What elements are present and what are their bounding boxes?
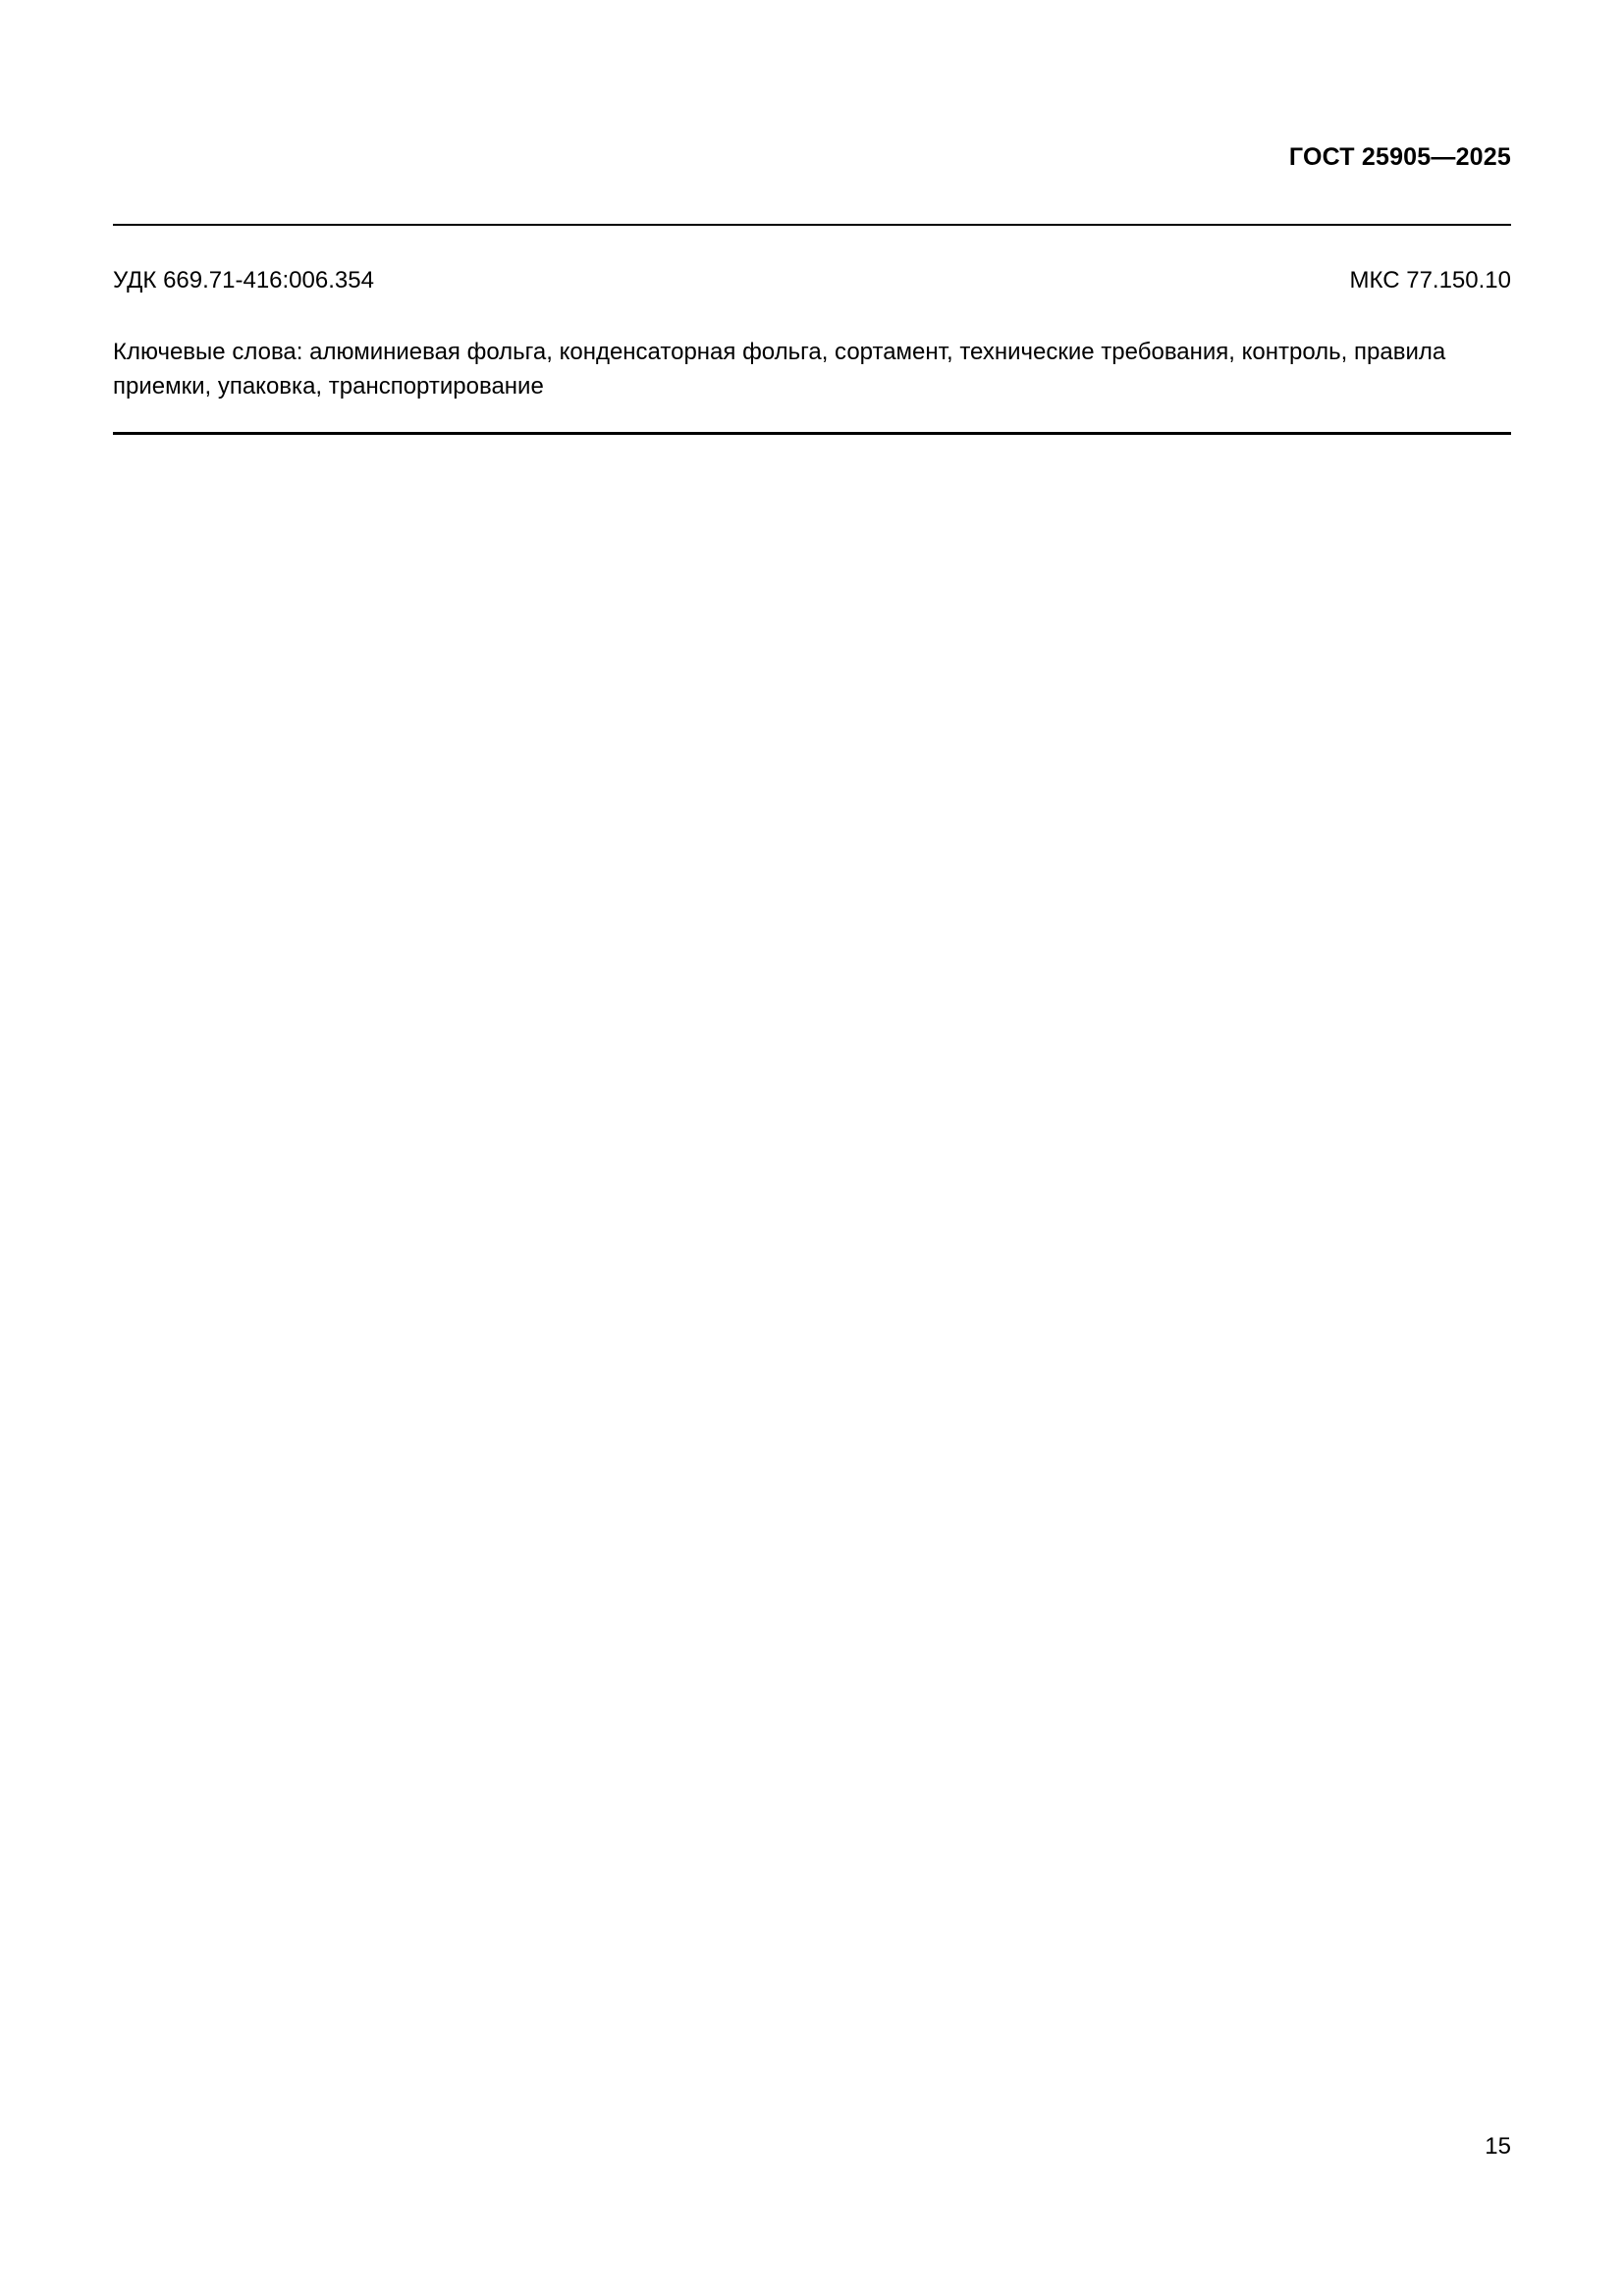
footer-divider-rule xyxy=(113,432,1511,435)
page-header xyxy=(113,143,1511,172)
page-number: 15 xyxy=(1485,2133,1511,2160)
keywords-paragraph: Ключевые слова: алюминиевая фольга, конденсаторная фольга, сортамент, технические требования, контроль, правила приемки, упаковка, транспортирование xyxy=(113,339,1446,400)
udk-code: УДК 669.71-416:006.354 xyxy=(113,267,374,294)
mks-code: МКС 77.150.10 xyxy=(1349,267,1511,294)
classification-codes-row xyxy=(113,267,1511,294)
standard-number: ГОСТ 25905—2025 xyxy=(1288,143,1511,171)
header-divider-rule xyxy=(113,224,1511,226)
